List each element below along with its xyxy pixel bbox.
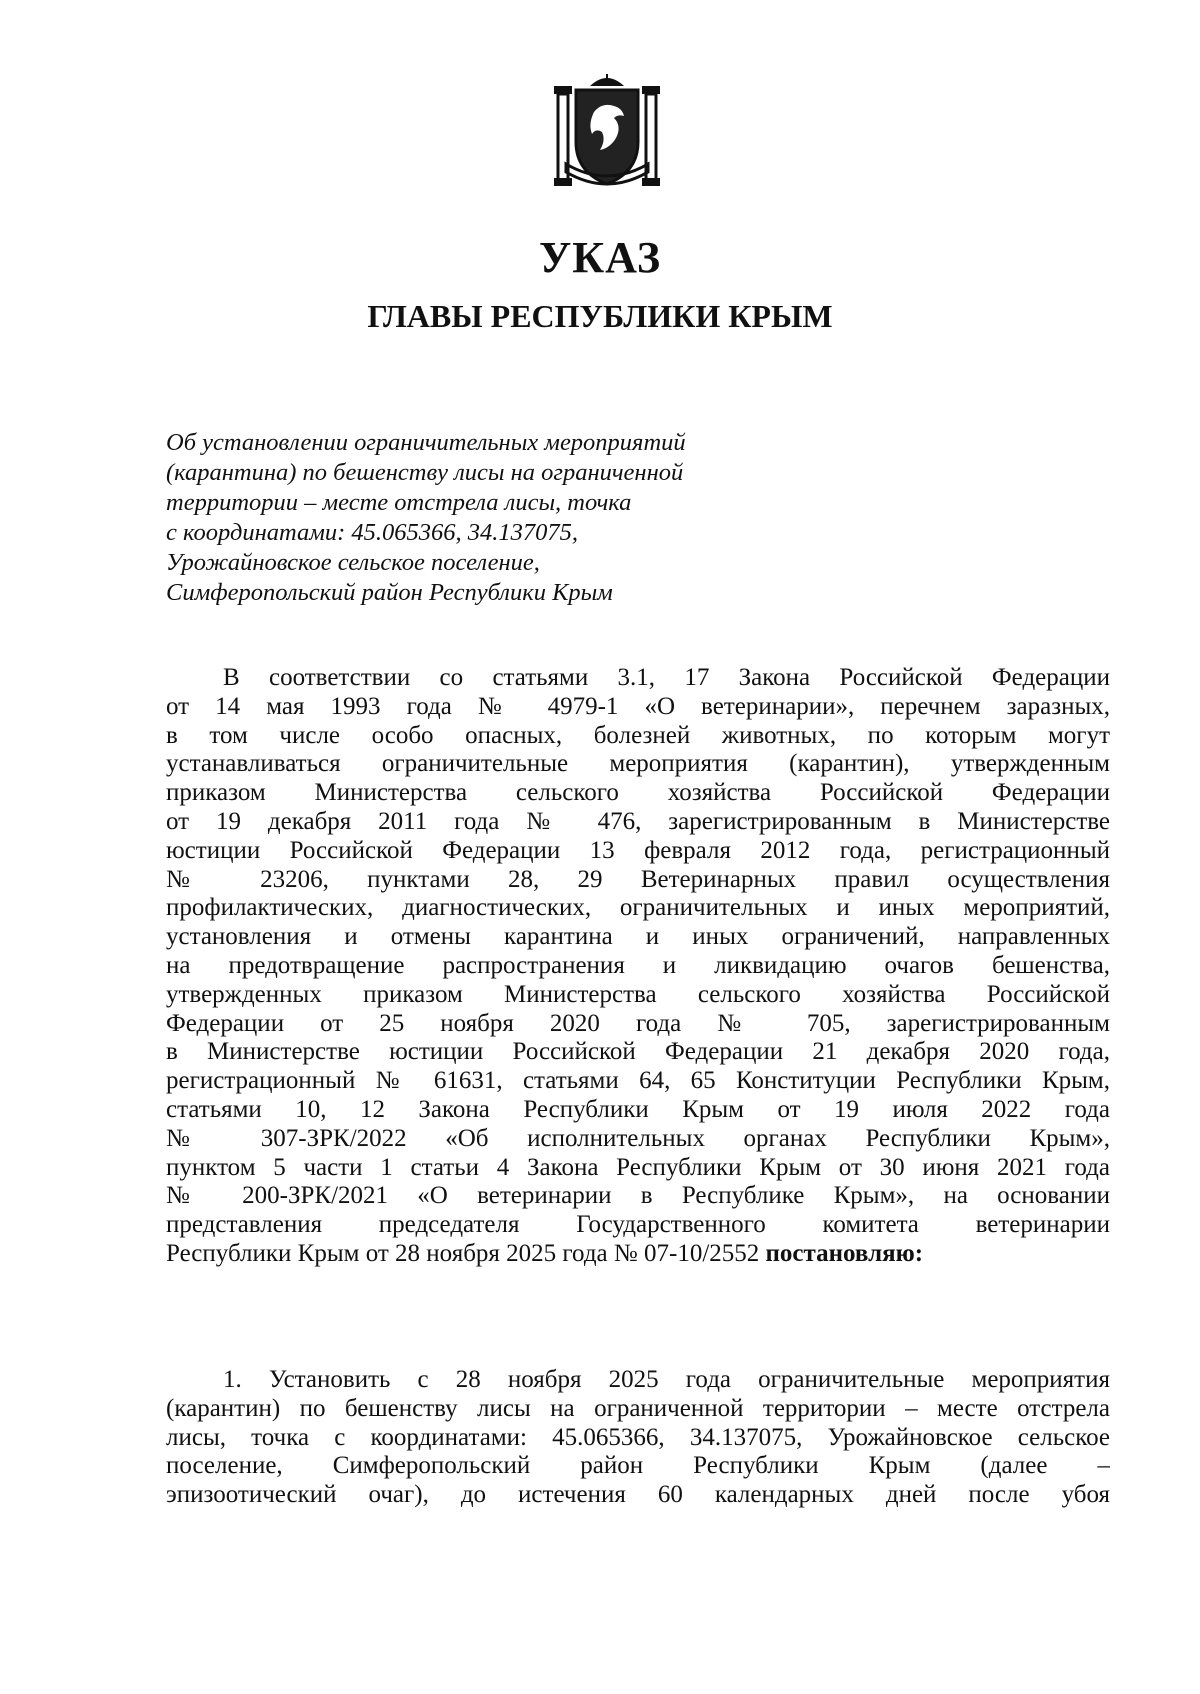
paragraph-line: профилактических, диагностических, ограничительных и иных мероприятий,: [166, 894, 1110, 922]
item-1-paragraph: [166, 1366, 1110, 1510]
paragraph-line: установления и отмены карантина и иных ограничений, направленных: [166, 923, 1110, 951]
paragraph-line: приказом Министерства сельского хозяйства Российской Федерации: [166, 779, 1110, 807]
subject-line: территории – месте отстрела лисы, точка: [166, 489, 632, 516]
paragraph-line: статьями 10, 12 Закона Республики Крым от 19 июля 2022 года: [166, 1095, 1110, 1123]
subject-line: Об установлении ограничительных мероприятий: [166, 429, 686, 456]
paragraph-line: Федерации от 25 ноября 2020 года № 705, зарегистрированным: [166, 1009, 1110, 1037]
paragraph-line: представления председателя Государственного комитета ветеринарии: [166, 1211, 1110, 1239]
paragraph-line: лисы, точка с координатами: 45.065366, 34.137075, Урожайновское сельское: [166, 1423, 1110, 1451]
subject-line: Симферопольский район Республики Крым: [166, 579, 613, 606]
paragraph-line: поселение, Симферопольский район Республики Крым (далее –: [166, 1452, 1110, 1480]
paragraph-line: в Министерстве юстиции Российской Федерации 21 декабря 2020 года,: [166, 1038, 1110, 1066]
paragraph-line: в том числе особо опасных, болезней животных, по которым могут: [166, 721, 1110, 749]
paragraph-line: Республики Крым от 28 ноября 2025 года № 07-10/2552: [166, 1239, 760, 1267]
crimea-coat-of-arms-icon: [552, 72, 662, 192]
paragraph-line: 1. Установить с 28 ноября 2025 года ограничительные мероприятия: [223, 1366, 1110, 1393]
paragraph-line: эпизоотический очаг), до истечения 60 календарных дней после убоя: [166, 1481, 1110, 1509]
paragraph-line: от 14 мая 1993 года № 4979-1 «О ветеринарии», перечнем заразных,: [166, 692, 1110, 720]
document-title: УКАЗ: [538, 233, 662, 282]
subject-line: с координатами: 45.065366, 34.137075,: [166, 519, 579, 546]
subject-line: Урожайновское сельское поселение,: [166, 549, 540, 576]
paragraph-line: утвержденных приказом Министерства сельского хозяйства Российской: [166, 980, 1110, 1008]
paragraph-line-final: [166, 1240, 1110, 1269]
paragraph-line: В соответствии со статьями 3.1, 17 Закона Российской Федерации: [223, 664, 1110, 691]
paragraph-line: (карантин) по бешенству лисы на ограниченной территории – месте отстрела: [166, 1394, 1110, 1422]
paragraph-line: на предотвращение распространения и ликвидацию очагов бешенства,: [166, 951, 1110, 979]
paragraph-line: от 19 декабря 2011 года № 476, зарегистрированным в Министерстве: [166, 807, 1110, 835]
paragraph-line: № 307-ЗРК/2022 «Об исполнительных органах Республики Крым»,: [166, 1124, 1110, 1152]
paragraph-line: № 200-ЗРК/2021 «О ветеринарии в Республике Крым», на основании: [166, 1182, 1110, 1210]
document-subject: [166, 428, 806, 608]
paragraph-line: № 23206, пунктами 28, 29 Ветеринарных правил осуществления: [166, 865, 1110, 893]
paragraph-line: пунктом 5 части 1 статьи 4 Закона Республики Крым от 30 июня 2021 года: [166, 1153, 1110, 1181]
document-subtitle: ГЛАВЫ РЕСПУБЛИКИ КРЫМ: [367, 298, 833, 334]
decree-word: постановляю:: [765, 1239, 924, 1267]
preamble-paragraph: [166, 664, 1110, 1269]
paragraph-line: устанавливаться ограничительные мероприятия (карантин), утвержденным: [166, 750, 1110, 778]
paragraph-line: юстиции Российской Федерации 13 февраля 2012 года, регистрационный: [166, 836, 1110, 864]
paragraph-line: регистрационный № 61631, статьями 64, 65 Конституции Республики Крым,: [166, 1067, 1110, 1095]
subject-line: (карантина) по бешенству лисы на ограниченной: [166, 459, 684, 486]
